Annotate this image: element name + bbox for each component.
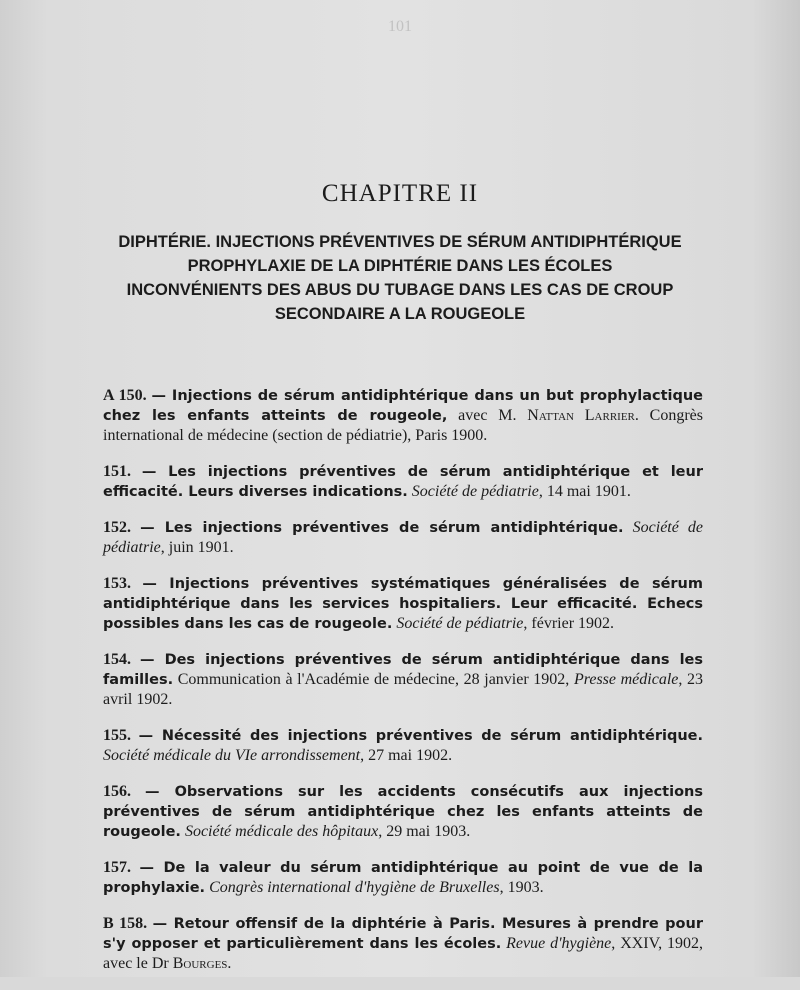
entry-title: — Nécessité des injections préventives de sérum antidiphtérique. [138, 728, 703, 744]
entry-title: — Les injections préventives de sérum antidiphtérique. [140, 520, 624, 536]
entry-reference-tail: , XXIV, 1902, avec le Dr [103, 935, 704, 972]
entry-reference-tail: , 29 mai 1903. [378, 823, 471, 840]
chapter-subtitle-line: DIPHTÉRIE. INJECTIONS PRÉVENTIVES DE SÉRUM ANTIDIPHTÉRIQUE [118, 233, 682, 251]
entry-title: — De la valeur du sérum antidiphtérique au point de vue de la prophylaxie. [103, 860, 703, 896]
entry-journal: Presse médicale [573, 671, 679, 688]
bibliography-list [103, 386, 703, 990]
entry-number: 156. [103, 783, 131, 800]
bibliography-entry [103, 462, 703, 502]
entry-author: Nattan Larrier [527, 407, 635, 424]
bibliography-entry [103, 914, 703, 974]
entry-number: 154. [103, 651, 131, 668]
entry-reference: avec M. [447, 407, 528, 424]
entry-title: — Injections préventives systématiques généralisées de sérum antidiphtérique dans les services hospitaliers. Leur efficacité. Echecs possibles dans les cas de rougeole. [103, 576, 703, 632]
chapter-subtitle-line: SECONDAIRE A LA ROUGEOLE [274, 305, 526, 323]
entry-journal: Société médicale du VIe arrondissement [103, 747, 361, 764]
entry-reference-tail: , 14 mai 1901. [538, 483, 631, 500]
entry-number: 157. [103, 859, 131, 876]
entry-journal: Revue d'hygiène [506, 935, 612, 952]
entry-reference-tail: , 1903. [499, 879, 544, 896]
entry-title: — Retour offensif de la diphtérie à Paris. Mesures à prendre pour s'y opposer et particulièrement dans les écoles. [103, 916, 703, 952]
entry-journal: Société de pédiatrie [411, 483, 539, 500]
entry-title: — Les injections préventives de sérum antidiphtérique et leur efficacité. Leurs diverses indications. [103, 464, 703, 500]
entry-author: Bourges [172, 955, 228, 972]
entry-number: 155. [103, 727, 131, 744]
bibliography-entry [103, 782, 703, 842]
entry-title: — Des injections préventives de sérum antidiphtérique dans les familles. [103, 652, 704, 688]
entry-title: — Observations sur les accidents consécutifs aux injections préventives de sérum antidiphtérique chez les enfants atteints de rougeole. [103, 784, 703, 840]
bibliography-entry [103, 518, 703, 558]
chapter-heading [0, 180, 800, 326]
bibliography-entry [103, 726, 703, 766]
entry-number: 151. [103, 463, 131, 480]
bibliography-entry [103, 574, 703, 634]
entry-number: A 150. [103, 387, 147, 404]
entry-number: 153. [103, 575, 131, 592]
chapter-subtitle-line: INCONVÉNIENTS DES ABUS DU TUBAGE DANS LES CAS DE CROUP [126, 281, 674, 299]
entry-reference-tail: , juin 1901. [160, 539, 234, 556]
entry-journal: Société médicale des hôpitaux [184, 823, 379, 840]
entry-reference-tail: , 23 avril 1902. [103, 671, 704, 708]
entry-reference-tail: . Congrès international de médecine (section de pédiatrie), Paris 1900. [103, 407, 703, 444]
entry-title: — Injections de sérum antidiphtérique dans un but prophylactique chez les enfants atteints de rougeole, [103, 388, 704, 424]
entry-journal: Société de pédiatrie [103, 519, 704, 556]
entry-reference-tail: , février 1902. [523, 615, 615, 632]
bibliography-entry [103, 386, 703, 446]
entry-journal: Société de pédiatrie [396, 615, 524, 632]
entry-number: 152. [103, 519, 131, 536]
entry-reference: Communication à l'Académie de médecine, 28 janvier 1902, [173, 671, 574, 688]
bibliography-entry [103, 858, 703, 898]
page-number: 101 [388, 18, 412, 35]
entry-reference-tail: , 27 mai 1902. [360, 747, 453, 764]
chapter-title: CHAPITRE II [321, 180, 479, 207]
bibliography-entry [103, 650, 703, 710]
entry-reference-end: . [227, 955, 232, 972]
chapter-subtitle-line: PROPHYLAXIE DE LA DIPHTÉRIE DANS LES ÉCOLES [187, 257, 613, 275]
entry-number: B 158. [103, 915, 148, 932]
entry-journal: Congrès international d'hygiène de Bruxelles [209, 879, 500, 896]
